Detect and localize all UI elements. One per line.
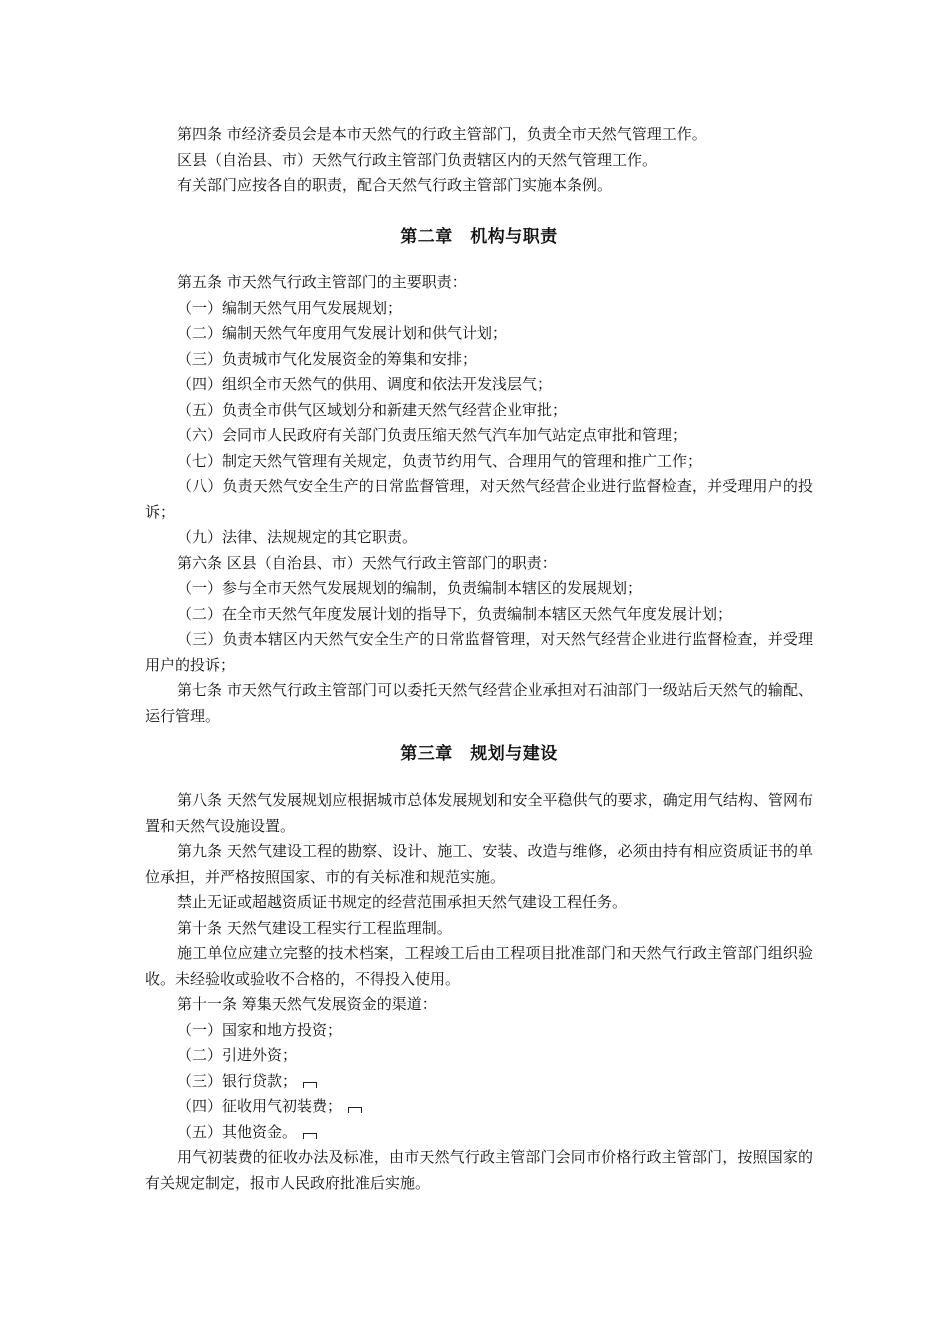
paragraph: （一）国家和地方投资；: [177, 1020, 343, 1039]
paragraph: （二）在全市天然气年度发展计划的指导下，负责编制本辖区天然气年度发展计划；: [177, 604, 733, 623]
paragraph: 有关部门应按各自的职责，配合天然气行政主管部门实施本条例。: [177, 176, 613, 194]
paragraph: （一）参与全市天然气发展规划的编制，负责编制本辖区的发展规划；: [177, 579, 643, 597]
paragraph: （一）编制天然气用气发展规划；: [177, 298, 403, 317]
paragraph: 区县（自治县、市）天然气行政主管部门负责辖区内的天然气管理工作。: [177, 150, 658, 169]
paragraph: （五）负责全市供气区域划分和新建天然气经营企业审批；: [177, 400, 568, 419]
paragraph: （二）编制天然气年度用气发展计划和供气计划；: [177, 324, 508, 342]
paragraph: 第九条 天然气建设工程的勘察、设计、施工、安装、改造与维修，必须由持有相应资质证书的单位承担，并严格按照国家、市的有关标准和规范实施。: [145, 842, 813, 886]
paragraph: 第四条 市经济委员会是本市天然气的行政主管部门，负责全市天然气管理工作。: [177, 125, 707, 143]
paragraph: 施工单位应建立完整的技术档案，工程竣工后由工程项目批准部门和天然气行政主管部门组织验收。未经验收或验收不合格的，不得投入使用。: [145, 944, 813, 988]
paragraph: （八）负责天然气安全生产的日常监督管理，对天然气经营企业进行监督检查，并受理用户的投诉；: [145, 477, 813, 521]
paragraph: 第八条 天然气发展规划应根据城市总体发展规划和安全平稳供气的要求，确定用气结构、管网布置和天然气设施设置。: [145, 791, 813, 835]
paragraph: 第六条 区县（自治县、市）天然气行政主管部门的职责：: [177, 553, 557, 572]
paragraph-with-mark: [145, 1069, 813, 1095]
chapter-3-body: [145, 788, 813, 1196]
bracket-mark-icon: [348, 1107, 362, 1113]
bracket-mark-icon: [303, 1133, 317, 1139]
paragraph: （七）制定天然气管理有关规定，负责节约用气、合理用气的管理和推广工作；: [177, 451, 703, 470]
paragraph: （三）负责城市气化发展资金的筹集和安排；: [177, 349, 478, 368]
paragraph: 第五条 市天然气行政主管部门的主要职责：: [177, 273, 467, 291]
paragraph-with-mark: [145, 1120, 813, 1146]
paragraph: （九）法律、法规规定的其它职责。: [177, 528, 418, 546]
paragraph-text: （三）银行贷款；: [177, 1071, 298, 1090]
paragraph-text: （四）征收用气初装费；: [177, 1097, 343, 1115]
paragraph: （六）会同市人民政府有关部门负责压缩天然气汽车加气站定点审批和管理；: [177, 426, 688, 444]
chapter-2-title: 第二章 机构与职责: [400, 227, 558, 247]
paragraph: 第七条 市天然气行政主管部门可以委托天然气经营企业承担对石油部门一级站后天然气的输配、运行管理。: [145, 681, 813, 725]
paragraph: （二）引进外资；: [177, 1046, 298, 1064]
chapter-3-title: 第三章 规划与建设: [400, 744, 558, 764]
bracket-mark-icon: [303, 1082, 317, 1088]
paragraph: （三）负责本辖区内天然气安全生产的日常监督管理，对天然气经营企业进行监督检查，并受理用户的投诉；: [145, 630, 813, 674]
paragraph: 第十一条 筹集天然气发展资金的渠道：: [177, 995, 437, 1013]
paragraph: 用气初装费的征收办法及标准，由市天然气行政主管部门会同市价格行政主管部门，按照国家的有关规定制定，报市人民政府批准后实施。: [145, 1148, 813, 1192]
paragraph: 第十条 天然气建设工程实行工程监理制。: [177, 918, 452, 937]
paragraph-with-mark: [145, 1094, 813, 1120]
chapter-2-body: [145, 270, 813, 729]
paragraph-text: （五）其他资金。: [177, 1122, 298, 1141]
paragraph: 禁止无证或超越资质证书规定的经营范围承担天然气建设工程任务。: [177, 893, 628, 911]
paragraph: （四）组织全市天然气的供用、调度和依法开发浅层气；: [177, 375, 553, 393]
article-4-block: [145, 122, 813, 199]
